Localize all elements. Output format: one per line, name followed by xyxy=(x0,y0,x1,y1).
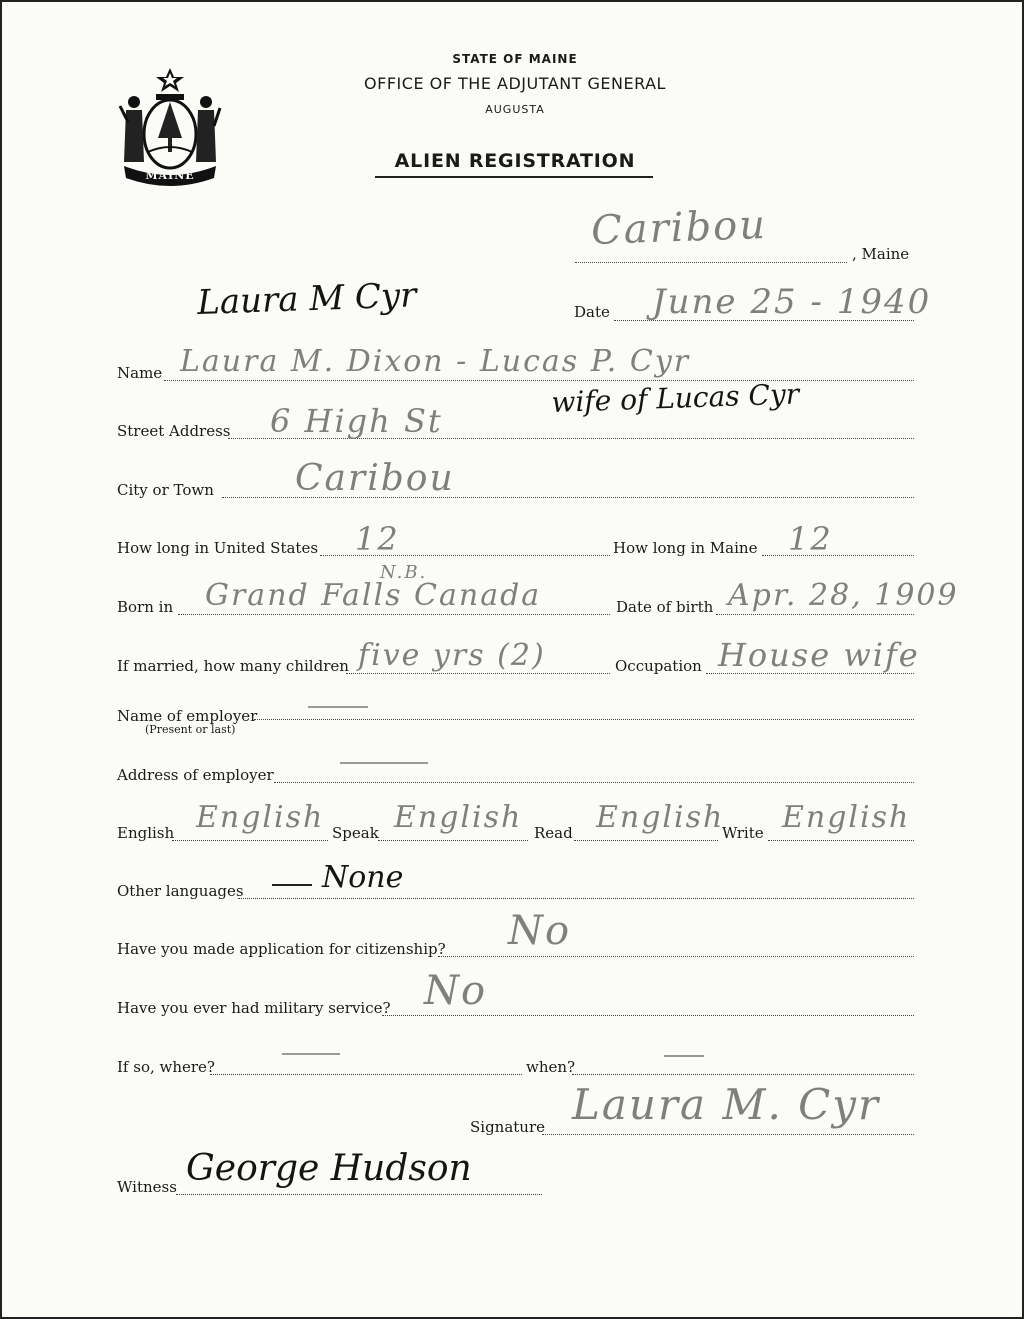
state-suffix-label: , Maine xyxy=(852,245,910,263)
read-handwriting: English xyxy=(596,800,725,835)
name-line xyxy=(164,380,914,381)
witness-line xyxy=(176,1194,542,1195)
english-line xyxy=(172,840,328,841)
employer-address-label: Address of employer xyxy=(117,766,274,784)
children-handwriting: five yrs (2) xyxy=(358,638,546,673)
witness-handwriting: George Hudson xyxy=(186,1148,472,1189)
children-line xyxy=(346,673,610,674)
read-label: Read xyxy=(534,824,573,842)
name-handwriting: Laura M. Dixon - Lucas P. Cyr xyxy=(180,344,691,379)
children-label: If married, how many children xyxy=(117,657,349,675)
title-underline xyxy=(375,176,653,178)
speak-label: Speak xyxy=(332,824,379,842)
street-handwriting: 6 High St xyxy=(270,402,443,440)
citizenship-line xyxy=(438,956,914,957)
if-so-where-line xyxy=(210,1074,522,1075)
when-dash xyxy=(664,1055,704,1057)
write-line xyxy=(768,840,914,841)
military-line xyxy=(382,1015,914,1016)
speak-handwriting: English xyxy=(394,800,523,835)
if-so-where-label: If so, where? xyxy=(117,1058,215,1076)
how-long-maine-line xyxy=(762,555,914,556)
office-heading: OFFICE OF THE ADJUTANT GENERAL xyxy=(364,74,666,93)
employer-address-line xyxy=(274,782,914,783)
place-handwriting: Caribou xyxy=(590,201,768,254)
date-of-birth-handwriting: Apr. 28, 1909 xyxy=(728,578,959,613)
date-of-birth-label: Date of birth xyxy=(616,598,714,616)
employer-name-line xyxy=(254,719,914,720)
born-in-line xyxy=(178,614,610,615)
english-handwriting: English xyxy=(196,800,325,835)
citizenship-handwriting: No xyxy=(508,908,572,954)
city-heading: AUGUSTA xyxy=(485,103,545,116)
other-languages-line xyxy=(238,898,914,899)
write-handwriting: English xyxy=(782,800,911,835)
witness-label: Witness xyxy=(117,1178,177,1196)
how-long-maine-label: How long in Maine xyxy=(613,539,758,557)
english-label: English xyxy=(117,824,175,842)
form-title: ALIEN REGISTRATION xyxy=(394,150,636,172)
street-label: Street Address xyxy=(117,422,231,440)
speak-line xyxy=(378,840,528,841)
other-languages-handwriting: None xyxy=(322,860,404,895)
when-line xyxy=(572,1074,914,1075)
write-label: Write xyxy=(722,824,764,842)
military-label: Have you ever had military service? xyxy=(117,999,391,1017)
place-line xyxy=(575,262,847,263)
signature-label: Signature xyxy=(470,1118,546,1136)
employer-address-dash xyxy=(340,762,428,764)
employer-name-label: Name of employer xyxy=(117,707,258,725)
name-note-handwriting: wife of Lucas Cyr xyxy=(550,377,800,419)
other-languages-label: Other languages xyxy=(117,882,244,900)
military-handwriting: No xyxy=(424,968,488,1014)
years-us-handwriting: 12 xyxy=(355,520,400,558)
born-province-handwriting: N.B. xyxy=(380,562,428,583)
city-handwriting: Caribou xyxy=(295,458,455,499)
when-label: when? xyxy=(526,1058,576,1076)
date-handwriting: June 25 - 1940 xyxy=(652,282,932,322)
signature-handwriting: Laura M. Cyr xyxy=(572,1080,881,1129)
born-place-handwriting: Grand Falls Canada xyxy=(205,578,542,613)
read-line xyxy=(574,840,718,841)
born-in-label: Born in xyxy=(117,598,174,616)
occupation-label: Occupation xyxy=(615,657,702,675)
citizenship-label: Have you made application for citizenship? xyxy=(117,940,446,958)
city-label: City or Town xyxy=(117,481,214,499)
state-heading: STATE OF MAINE xyxy=(452,52,578,66)
date-of-birth-line xyxy=(716,614,914,615)
date-label: Date xyxy=(574,303,610,321)
years-maine-handwriting: 12 xyxy=(788,520,833,558)
signature-line xyxy=(542,1134,914,1135)
if-so-where-dash xyxy=(282,1053,340,1055)
occupation-handwriting: House wife xyxy=(718,636,920,674)
seal-banner-text: MAINE xyxy=(145,169,195,182)
top-name-handwriting: Laura M Cyr xyxy=(196,275,418,323)
how-long-us-label: How long in United States xyxy=(117,539,319,557)
name-label: Name xyxy=(117,364,163,382)
employer-name-note: (Present or last) xyxy=(145,723,236,736)
employer-name-dash xyxy=(308,706,368,708)
other-languages-dash xyxy=(272,884,312,886)
